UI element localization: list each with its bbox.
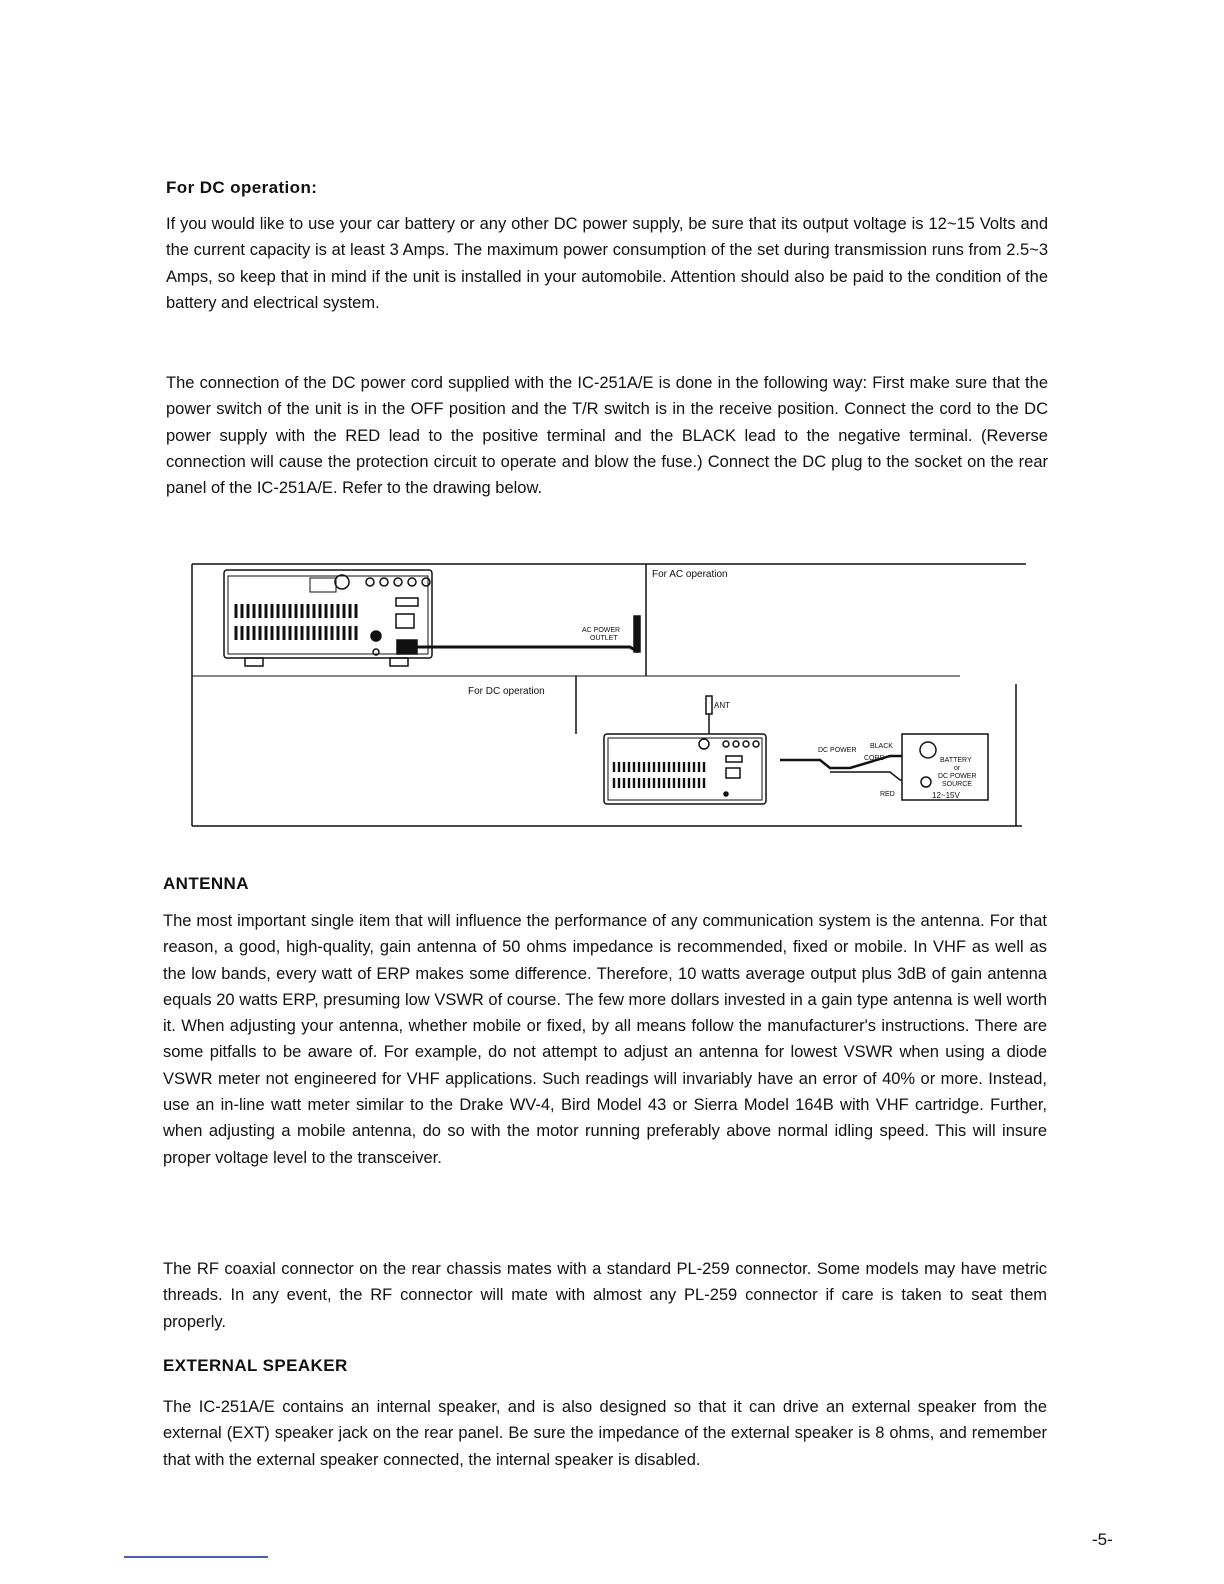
ac-heatsink-fins	[236, 604, 356, 640]
black-lead-label: BLACK	[870, 743, 893, 750]
antenna-heading: ANTENNA	[163, 874, 249, 893]
dc-operation-paragraph-1: If you would like to use your car battery or any other DC power supply, be sure that its output voltage is 12~15 Volts and the current capacity is at least 3 Amps. The maximum power consumption of the set during transmission runs from 2.5~3 Amps, so keep that in mind if the unit is installed in your automobile. Attention should also be paid to the condition of the battery and electrical system.	[166, 215, 1048, 312]
dc-operation-label: For DC operation	[468, 686, 545, 697]
battery-label-line1: BATTERY	[940, 757, 972, 764]
red-lead-label: RED	[880, 791, 895, 798]
antenna-label: ANT	[714, 701, 730, 710]
dc-heatsink-fins	[614, 762, 704, 788]
ac-outlet-label-line2: OUTLET	[590, 635, 618, 642]
external-speaker-heading: EXTERNAL SPEAKER	[163, 1356, 348, 1375]
battery-label-line4: SOURCE	[942, 781, 972, 788]
dc-cord-label-line2: CORD	[864, 755, 885, 762]
voltage-label: 12~15V	[932, 791, 960, 800]
ac-power-cord	[417, 647, 638, 652]
dc-power-cord-red	[830, 772, 902, 780]
ac-outlet-plug	[634, 616, 640, 652]
ac-operation-label: For AC operation	[652, 569, 728, 580]
antenna-paragraph-1: The most important single item that will influence the performance of any communication system is the antenna. For that reason, a good, high-quality, gain antenna of 50 ohms impedance is recommended, fixed or mobile. In VHF as well as the low bands, every watt of ERP makes some difference. Therefore, 10 watts average output plus 3dB of gain antenna equals 20 watts ERP, presuming low VSWR of course. The few more dollars invested in a gain type antenna is well worth it. When adjusting your antenna, whether mobile or fixed, by all means follow the manufacturer's instructions. There are some pitfalls to be aware of. For example, do not attempt to adjust an antenna for lowest VSWR when using a diode VSWR meter not engineered for VHF applications. Such readings will invariably have an error of 40% or more. Instead, use an in-line watt meter similar to the Drake WV-4, Bird Model 43 or Sierra Model 164B with VHF cartridge. Further, when adjusting a mobile antenna, do so with the motor running preferably above normal idling speed. This will insure proper voltage level to the transceiver.	[163, 912, 1047, 1167]
dc-operation-heading: For DC operation:	[166, 178, 318, 197]
battery-terminal-negative	[921, 777, 931, 787]
dc-operation-paragraph-2: The connection of the DC power cord supplied with the IC-251A/E is done in the following way: First make sure that the power switch of the unit is in the OFF position and the T/R switch is in the receive position. Connect the cord to the DC power supply with the RED lead to the positive terminal and the BLACK lead to the negative terminal. (Reverse connection will cause the protection circuit to operate and blow the fuse.) Connect the DC plug to the socket on the rear panel of the IC-251A/E. Refer to the drawing below.	[166, 374, 1048, 498]
page-number: -5-	[1092, 1530, 1113, 1549]
battery-label-line3: DC POWER	[938, 773, 977, 780]
ac-outlet-label-line1: AC POWER	[582, 627, 621, 634]
connection-diagram	[190, 558, 1030, 833]
dc-cord-label-line1: DC POWER	[818, 747, 857, 754]
antenna-paragraph-2: The RF coaxial connector on the rear chassis mates with a standard PL-259 connector. Some models may have metric threads. In any event, the RF connector will mate with almost any PL-259 connector if care is taken to seat them properly.	[163, 1260, 1047, 1331]
battery-terminal-positive	[920, 742, 936, 758]
battery-label-line2: or	[954, 765, 961, 772]
external-speaker-paragraph: The IC-251A/E contains an internal speaker, and is also designed so that it can drive an external speaker from the external (EXT) speaker jack on the rear panel. Be sure the impedance of the external speaker is 8 ohms, and remember that with the external speaker connected, the internal speaker is disabled.	[163, 1398, 1047, 1469]
footer-rule	[124, 1556, 268, 1558]
antenna-connector	[706, 696, 712, 714]
